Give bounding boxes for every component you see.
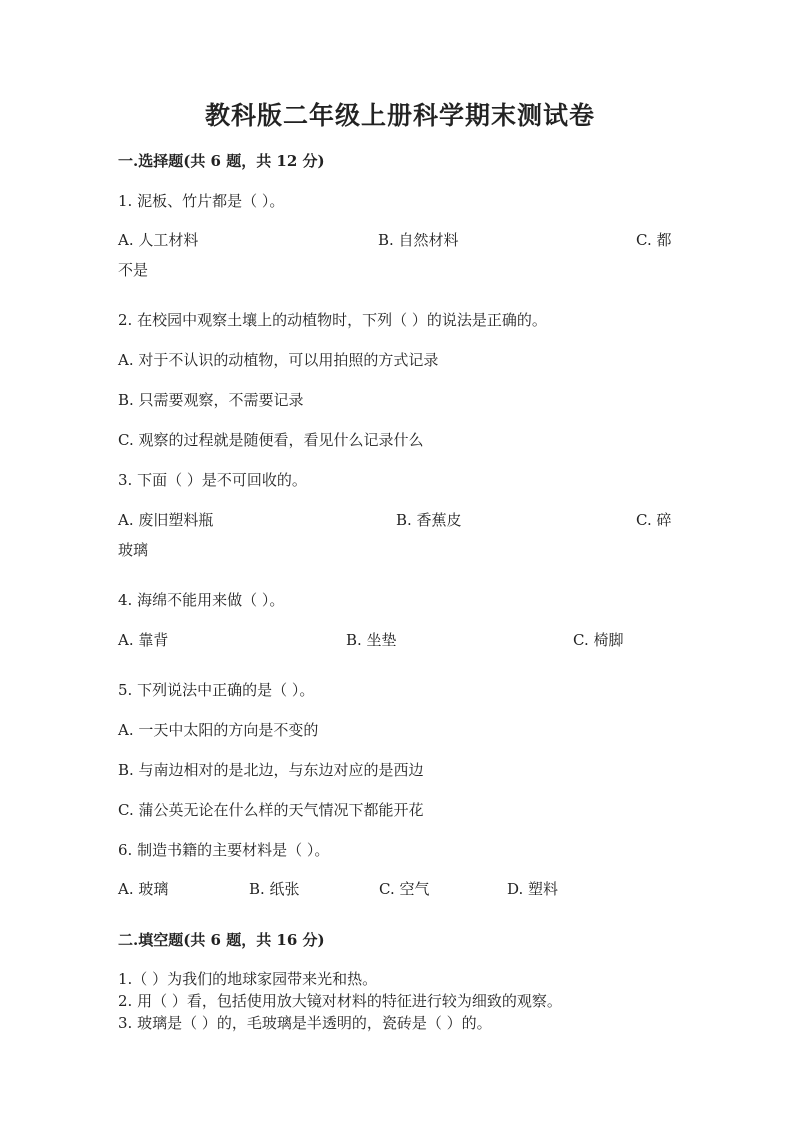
question-4-option-c: C. 椅脚 — [573, 631, 624, 649]
fill-blank-item-2: 2. 用（ ）看，包括使用放大镜对材料的特征进行较为细致的观察。 — [118, 992, 562, 1010]
question-5-stem: 5. 下列说法中正确的是（ ）。 — [118, 681, 315, 699]
question-5-option-b: B. 与南边相对的是北边，与东边对应的是西边 — [118, 761, 424, 779]
question-2-stem: 2. 在校园中观察土壤上的动植物时，下列（ ）的说法是正确的。 — [118, 311, 547, 329]
question-3-option-c: C. 碎 — [636, 511, 672, 529]
question-1-option-a: A. 人工材料 — [118, 231, 199, 249]
question-2-option-b: B. 只需要观察，不需要记录 — [118, 391, 304, 409]
question-3-option-a: A. 废旧塑料瓶 — [118, 511, 214, 529]
question-2-option-a: A. 对于不认识的动植物，可以用拍照的方式记录 — [118, 351, 439, 369]
question-6-stem: 6. 制造书籍的主要材料是（ ）。 — [118, 841, 330, 859]
question-3-option-c-wrap: 玻璃 — [118, 541, 149, 559]
fill-blank-item-1: 1.（ ）为我们的地球家园带来光和热。 — [118, 970, 378, 988]
question-2-option-c: C. 观察的过程就是随便看，看见什么记录什么 — [118, 431, 424, 449]
question-1-option-c-wrap: 不是 — [118, 261, 149, 279]
question-4-option-b: B. 坐垫 — [346, 631, 397, 649]
section-heading-choice: 一.选择题(共 6 题，共 12 分) — [118, 152, 325, 170]
question-1-option-b: B. 自然材料 — [378, 231, 459, 249]
question-5-option-a: A. 一天中太阳的方向是不变的 — [118, 721, 319, 739]
question-6-option-a: A. 玻璃 — [118, 880, 169, 898]
page-title: 教科版二年级上册科学期末测试卷 — [204, 101, 595, 130]
question-6-option-b: B. 纸张 — [249, 880, 300, 898]
question-4-stem: 4. 海绵不能用来做（ ）。 — [118, 591, 285, 609]
question-3-stem: 3. 下面（ ）是不可回收的。 — [118, 471, 307, 489]
question-3-option-b: B. 香蕉皮 — [396, 511, 462, 529]
question-6-option-d: D. 塑料 — [507, 880, 559, 898]
question-1-option-c: C. 都 — [636, 231, 672, 249]
question-5-option-c: C. 蒲公英无论在什么样的天气情况下都能开花 — [118, 801, 424, 819]
fill-blank-item-3: 3. 玻璃是（ ）的，毛玻璃是半透明的，瓷砖是（ ）的。 — [118, 1014, 492, 1032]
question-1-stem: 1. 泥板、竹片都是（ ）。 — [118, 192, 285, 210]
section-heading-fill-blank: 二.填空题(共 6 题，共 16 分) — [118, 931, 325, 949]
question-6-option-c: C. 空气 — [379, 880, 430, 898]
question-4-option-a: A. 靠背 — [118, 631, 169, 649]
